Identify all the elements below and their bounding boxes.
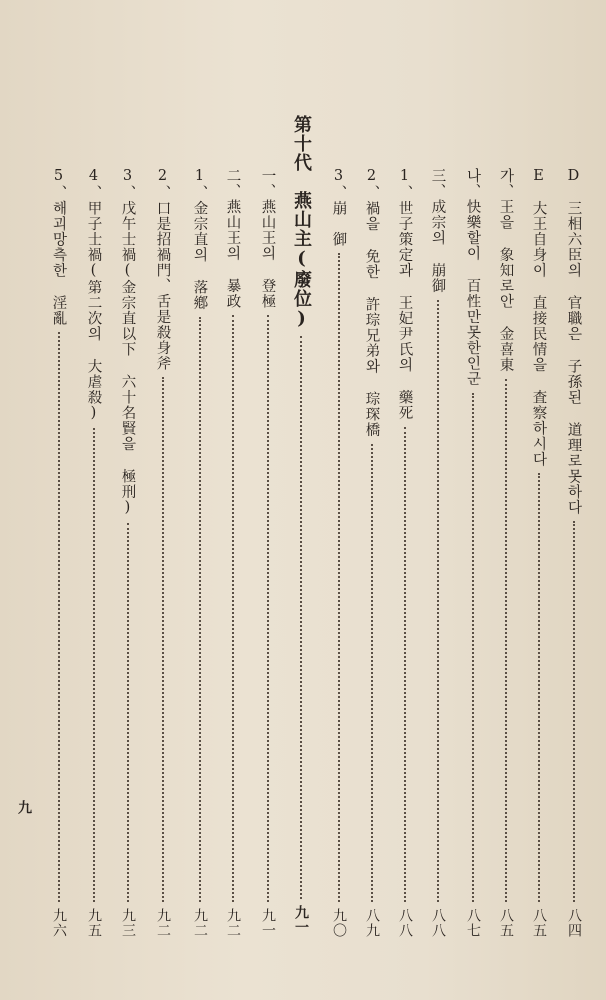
leader-dots <box>162 377 164 902</box>
toc-entry <box>528 168 550 938</box>
toc-entry-page: 八五 <box>498 908 514 938</box>
toc-entry-label: 二、燕山王의 暴政 <box>224 168 241 309</box>
leader-dots <box>472 393 474 903</box>
leader-dots <box>573 521 575 902</box>
toc-entry-page: 九二 <box>155 908 171 938</box>
toc-entry-page: 九一 <box>293 905 309 935</box>
leader-dots <box>232 315 234 902</box>
toc-entry-page: 八四 <box>566 908 582 938</box>
toc-entry <box>152 168 174 938</box>
toc-entry <box>563 168 585 938</box>
toc-entry-label: 2、口是招禍門、舌是殺身斧 <box>154 168 171 371</box>
toc-entry <box>462 168 484 938</box>
toc-entry <box>427 168 449 938</box>
toc-entry-page: 八八 <box>430 908 446 938</box>
leader-dots <box>371 444 373 903</box>
toc-entry-label: 4、甲子士禍(第二次의 大虐殺) <box>85 168 102 422</box>
toc-entry-label: 1、世子策定과 王妃尹氏의 藥死 <box>396 168 413 421</box>
toc-entry <box>328 168 350 938</box>
toc-entry-label: 3、戊午士禍(金宗直以下 六十名賢을 極刑) <box>119 168 136 517</box>
leader-dots <box>93 428 95 902</box>
toc-entry-page: 九二 <box>192 908 208 938</box>
toc-entry-label: 三、成宗의 崩御 <box>429 168 446 294</box>
toc-entry-label: 3、崩 御 <box>330 168 347 247</box>
toc-entry <box>495 168 517 938</box>
toc-entry <box>257 168 279 938</box>
toc-entry <box>48 168 70 938</box>
toc-entry-page: 九五 <box>86 908 102 938</box>
toc-entry-label: 가、王을 象知로안 金喜東 <box>497 168 514 373</box>
toc-entry-page: 九一 <box>260 908 276 938</box>
toc-entry <box>394 168 416 938</box>
toc-entry <box>189 168 211 938</box>
toc-entry <box>117 168 139 938</box>
chapter-heading <box>288 115 314 935</box>
toc-entry <box>222 168 244 938</box>
toc-entry <box>361 168 383 938</box>
leader-dots <box>404 427 406 903</box>
toc-entry-label: 1、金宗直의 落鄕 <box>191 168 208 311</box>
page-number: 九 <box>16 800 32 814</box>
toc-entry-page: 八五 <box>531 908 547 938</box>
toc-entry-page: 九〇 <box>331 908 347 938</box>
toc-entry-label: D 三相六臣의 官職은 子孫된 道理로못하다 <box>565 168 582 515</box>
leader-dots <box>127 523 129 903</box>
toc-entry-page: 九六 <box>51 908 67 938</box>
toc-entry <box>83 168 105 938</box>
chapter-heading-label: 第十代 燕山主(廢位) <box>291 115 312 330</box>
leader-dots <box>338 253 340 902</box>
toc-entry-page: 八九 <box>364 908 380 938</box>
toc-entry-label: 나、快樂할이 百性만못한인군 <box>464 168 481 387</box>
toc-entry-page: 八八 <box>397 908 413 938</box>
leader-dots <box>58 332 60 902</box>
toc-entry-page: 九二 <box>225 908 241 938</box>
toc-entry-page: 九三 <box>120 908 136 938</box>
toc-entry-label: 2、禍을 免한 許琮兄弟와 琮琛橋 <box>363 168 380 438</box>
toc-entry-label: 5、해괴망측한 淫亂 <box>50 168 67 326</box>
leader-dots <box>300 336 302 899</box>
leader-dots <box>437 300 439 903</box>
leader-dots <box>267 315 269 902</box>
leader-dots <box>505 379 507 903</box>
toc-entry-page: 八七 <box>465 908 481 938</box>
toc-entry-label: E 大王自身이 直接民情을 査察하시다 <box>530 168 547 467</box>
toc-entry-label: 一、燕山王의 登極 <box>259 168 276 309</box>
leader-dots <box>199 317 201 903</box>
leader-dots <box>538 473 540 902</box>
